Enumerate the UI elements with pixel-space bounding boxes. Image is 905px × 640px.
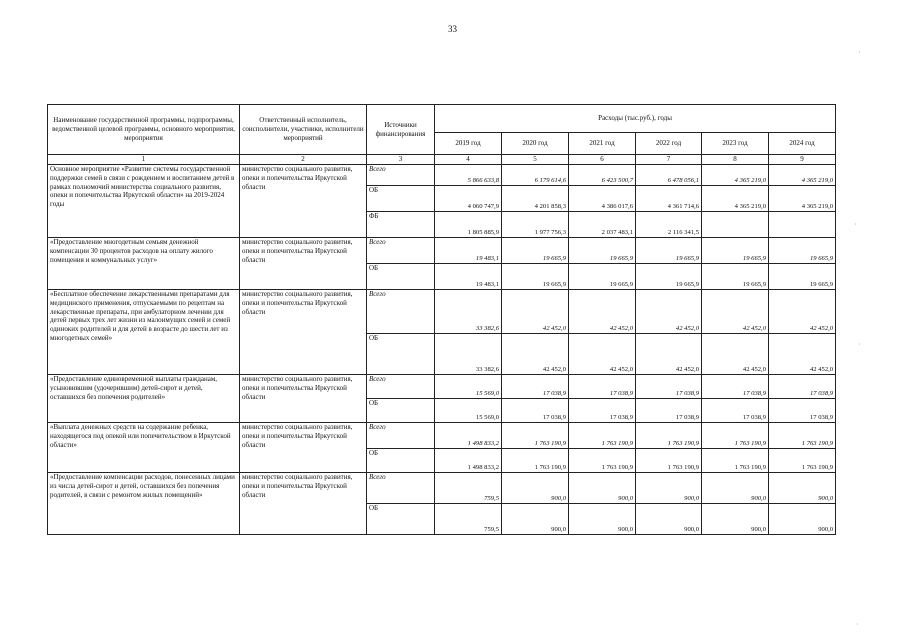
- scan-mark: ·: [854, 220, 857, 229]
- scan-mark: ·: [856, 620, 859, 629]
- expense-value: 17 038,9: [702, 375, 769, 399]
- expense-value: 4 201 858,3: [502, 186, 569, 212]
- expense-value: 33 382,6: [435, 334, 502, 375]
- expense-value: 19 665,9: [702, 238, 769, 264]
- expense-value: 4 365 219,0: [769, 165, 836, 186]
- activity-executor: министерство социального развития, опеки и попечительства Иркутской области: [240, 165, 367, 238]
- column-number: 6: [569, 155, 636, 165]
- expense-value: 42 452,0: [636, 290, 702, 334]
- expense-value: 17 038,9: [636, 375, 702, 399]
- expense-value: 1 498 833,2: [435, 449, 502, 473]
- expense-value: 42 452,0: [636, 334, 702, 375]
- source-label: Всего: [367, 238, 435, 264]
- expense-value: [769, 212, 836, 238]
- expense-value: 6 179 614,6: [502, 165, 569, 186]
- expense-value: 1 763 190,9: [569, 423, 636, 449]
- expense-value: 19 665,9: [569, 264, 636, 290]
- expense-value: 17 038,9: [569, 399, 636, 423]
- column-number: 9: [769, 155, 836, 165]
- expense-value: 33 382,6: [435, 290, 502, 334]
- expense-value: 42 452,0: [569, 334, 636, 375]
- activity-executor: министерство социального развития, опеки и попечительства Иркутской области: [240, 423, 367, 473]
- source-label: Всего: [367, 473, 435, 504]
- expense-value: 17 038,9: [702, 399, 769, 423]
- activity-name: «Предоставление единовременной выплаты гражданам, усыновившим (удочерившим) детей-сирот и детей, оставшихся без попечения родителей»: [48, 375, 240, 423]
- expense-value: 2 037 483,1: [569, 212, 636, 238]
- expense-value: 19 665,9: [636, 238, 702, 264]
- expense-value: 2 116 341,5: [636, 212, 702, 238]
- expense-value: 4 365 219,0: [769, 186, 836, 212]
- expense-value: 19 665,9: [702, 264, 769, 290]
- activity-name: «Выплата денежных средств на содержание ребенка, находящегося под опекой или попечительством в Иркутской области»: [48, 423, 240, 473]
- source-label: Всего: [367, 375, 435, 399]
- header-year: 2022 год: [636, 133, 702, 155]
- expense-value: 4 386 017,6: [569, 186, 636, 212]
- expense-value: [702, 212, 769, 238]
- expense-value: 19 483,1: [435, 264, 502, 290]
- activity-name: «Бесплатное обеспечение лекарственными препаратами для медицинского применения, отпускаемыми по рецептам на лекарственные препараты, при амбулаторном лечении для детей первых трех лет жизни из малоимущих семей и семей одиноких родителей и для детей в возрасте до шести лет из многодетных семей»: [48, 290, 240, 375]
- expense-value: 900,0: [502, 473, 569, 504]
- activity-name: «Предоставление компенсации расходов, понесенных лицами из числа детей-сирот и детей, оставшихся без попечения родителей, в связи с ремонтом жилых помещений»: [48, 473, 240, 535]
- expense-value: 42 452,0: [769, 290, 836, 334]
- expense-value: 17 038,9: [636, 399, 702, 423]
- expense-value: 1 763 190,9: [569, 449, 636, 473]
- scan-mark: ·: [858, 48, 861, 57]
- expense-value: 1 763 190,9: [636, 449, 702, 473]
- expense-value: 1 763 190,9: [769, 449, 836, 473]
- expense-value: 1 763 190,9: [636, 423, 702, 449]
- source-label: Всего: [367, 423, 435, 449]
- expense-value: 1 763 190,9: [502, 423, 569, 449]
- expense-value: 19 665,9: [769, 238, 836, 264]
- expense-value: 1 763 190,9: [702, 423, 769, 449]
- column-number: 2: [240, 155, 367, 165]
- expense-value: 19 483,1: [435, 238, 502, 264]
- expense-value: 4 365 219,0: [702, 165, 769, 186]
- expense-value: 1 498 833,2: [435, 423, 502, 449]
- expense-value: 900,0: [769, 504, 836, 535]
- expense-value: 900,0: [636, 473, 702, 504]
- expense-value: 42 452,0: [502, 334, 569, 375]
- expense-value: 17 038,9: [502, 399, 569, 423]
- table-row: [48, 423, 836, 449]
- expense-value: 4 365 219,0: [702, 186, 769, 212]
- source-label: ОБ: [367, 264, 435, 290]
- expense-value: 15 569,0: [435, 375, 502, 399]
- source-label: ФБ: [367, 212, 435, 238]
- page-number: 33: [448, 24, 457, 34]
- source-label: ОБ: [367, 334, 435, 375]
- table-row: [48, 473, 836, 504]
- header-expenses: Расходы (тыс.руб.), годы: [435, 105, 836, 133]
- header-program-name: Наименование государственной программы, подпрограммы, ведомственной целевой программы, основного мероприятия, мероприятия: [48, 105, 240, 155]
- header-executor: Ответственный исполнитель, соисполнители, участники, исполнители мероприятий: [240, 105, 367, 155]
- table-row: [48, 290, 836, 334]
- column-numbers-row: [48, 155, 836, 165]
- header-year: 2021 год: [569, 133, 636, 155]
- expense-value: 42 452,0: [702, 334, 769, 375]
- expense-value: 19 665,9: [636, 264, 702, 290]
- expense-value: 900,0: [702, 504, 769, 535]
- expense-value: 900,0: [569, 504, 636, 535]
- expense-value: 1 977 756,3: [502, 212, 569, 238]
- expense-value: 1 763 190,9: [769, 423, 836, 449]
- expense-value: 17 038,9: [502, 375, 569, 399]
- expense-value: 4 060 747,9: [435, 186, 502, 212]
- source-label: Всего: [367, 290, 435, 334]
- expense-value: 19 665,9: [502, 264, 569, 290]
- expense-value: 1 805 885,9: [435, 212, 502, 238]
- header-sources: Источники финансирования: [367, 105, 435, 155]
- expenses-table: [47, 104, 836, 535]
- expense-value: 17 038,9: [569, 375, 636, 399]
- activity-executor: министерство социального развития, опеки и попечительства Иркутской области: [240, 473, 367, 535]
- expense-value: 17 038,9: [769, 399, 836, 423]
- expense-value: 900,0: [702, 473, 769, 504]
- header-year: 2020 год: [502, 133, 569, 155]
- header-year: 2023 год: [702, 133, 769, 155]
- expense-value: 19 665,9: [502, 238, 569, 264]
- expense-value: 1 763 190,9: [502, 449, 569, 473]
- expense-value: 759,5: [435, 473, 502, 504]
- header-year: 2024 год: [769, 133, 836, 155]
- column-number: 5: [502, 155, 569, 165]
- expense-value: 15 569,0: [435, 399, 502, 423]
- source-label: ОБ: [367, 449, 435, 473]
- expense-value: 42 452,0: [702, 290, 769, 334]
- expense-value: 17 038,9: [769, 375, 836, 399]
- scan-mark: ·: [858, 340, 861, 349]
- expense-value: 900,0: [502, 504, 569, 535]
- expense-value: 6 423 500,7: [569, 165, 636, 186]
- expense-value: 4 361 714,6: [636, 186, 702, 212]
- activity-executor: министерство социального развития, опеки и попечительства Иркутской области: [240, 238, 367, 290]
- expense-value: 42 452,0: [769, 334, 836, 375]
- header-year: 2019 год: [435, 133, 502, 155]
- activity-name: «Предоставление многодетным семьям денежной компенсации 30 процентов расходов на оплату жилого помещения и коммунальных услуг»: [48, 238, 240, 290]
- activity-executor: министерство социального развития, опеки и попечительства Иркутской области: [240, 290, 367, 375]
- expense-value: 900,0: [569, 473, 636, 504]
- activity-name: Основное мероприятие «Развитие системы государственной поддержки семей в связи с рождением и воспитанием детей в рамках полномочий министерства социального развития, опеки и попечительства Иркутской области» на 2019-2024 годы: [48, 165, 240, 238]
- expense-value: 1 763 190,9: [702, 449, 769, 473]
- source-label: ОБ: [367, 399, 435, 423]
- expense-value: 42 452,0: [502, 290, 569, 334]
- activity-executor: министерство социального развития, опеки и попечительства Иркутской области: [240, 375, 367, 423]
- table-row: [48, 375, 836, 399]
- expense-value: 900,0: [636, 504, 702, 535]
- column-number: 4: [435, 155, 502, 165]
- source-label: ОБ: [367, 186, 435, 212]
- expense-value: 19 665,9: [569, 238, 636, 264]
- source-label: ОБ: [367, 504, 435, 535]
- table-row: [48, 165, 836, 186]
- column-number: 3: [367, 155, 435, 165]
- expense-value: 42 452,0: [569, 290, 636, 334]
- expense-value: 6 478 056,1: [636, 165, 702, 186]
- column-number: 7: [636, 155, 702, 165]
- expense-value: 19 665,9: [769, 264, 836, 290]
- source-label: Всего: [367, 165, 435, 186]
- expense-value: 759,5: [435, 504, 502, 535]
- table-row: [48, 238, 836, 264]
- expense-value: 900,0: [769, 473, 836, 504]
- column-number: 8: [702, 155, 769, 165]
- column-number: 1: [48, 155, 240, 165]
- expense-value: 5 866 633,8: [435, 165, 502, 186]
